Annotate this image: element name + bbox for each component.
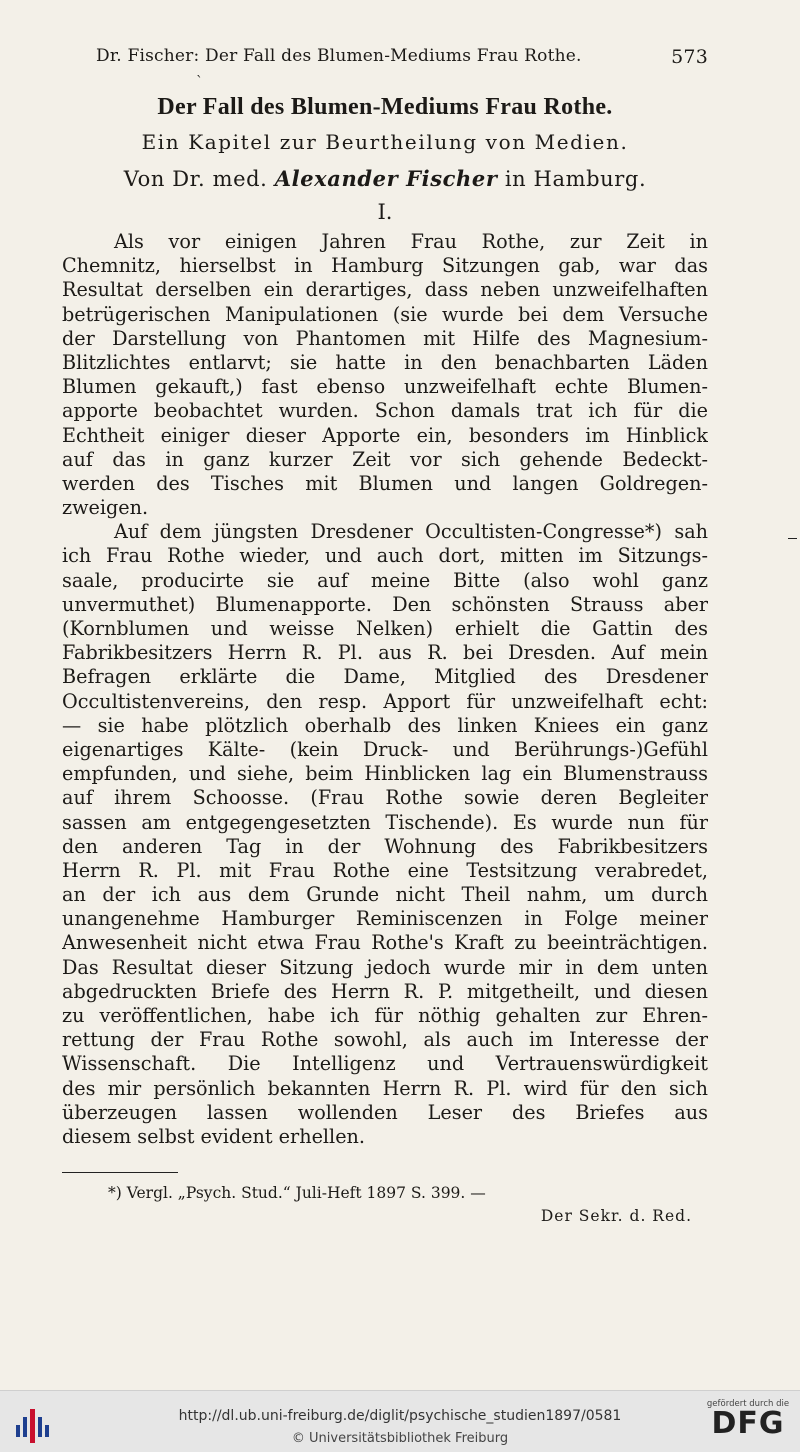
text-line: der Darstellung von Phantomen mit Hilfe des Magnesium- <box>62 326 708 350</box>
running-title: Dr. Fischer: Der Fall des Blumen-Mediums Frau Rothe. <box>96 46 582 66</box>
dfg-logo <box>703 1399 793 1447</box>
text-line: auf ihrem Schoosse. (Frau Rothe sowie deren Begleiter <box>62 786 708 810</box>
article-subtitle: Ein Kapitel zur Beurtheilung von Medien. <box>141 130 629 154</box>
text-line: — sie habe plötzlich oberhalb des linken Kniees ein ganz <box>62 713 708 737</box>
footnote-text: *) Vergl. „Psych. Stud.“ Juli-Heft 1897 S. 399. — <box>108 1184 486 1202</box>
page-number: 573 <box>671 46 708 68</box>
running-header <box>96 46 708 68</box>
text-line: empfunden, und siehe, beim Hinblicken lag ein Blumenstrauss <box>62 762 708 786</box>
byline-suffix: in Hamburg. <box>504 167 647 191</box>
text-line: Occultistenvereins, den resp. Apport für unzweifelhaft echt: <box>62 689 708 713</box>
text-line: zu veröffentlichen, habe ich für nöthig gehalten zur Ehren- <box>62 1004 708 1027</box>
text-line: Auf dem jüngsten Dresdener Occultisten-Congresse*) sah <box>114 520 708 544</box>
text-line: überzeugen lassen wollenden Leser des Briefes aus <box>62 1100 708 1124</box>
text-line: ich Frau Rothe wieder, und auch dort, mitten im Sitzungs- <box>62 544 708 568</box>
footnote-rule <box>62 1172 178 1173</box>
text-line: auf das in ganz kurzer Zeit vor sich gehende Bedeckt- <box>62 447 708 471</box>
dfg-caption: gefördert durch die <box>706 1399 790 1409</box>
article-body <box>62 230 708 1149</box>
text-line: apporte beobachtet wurden. Schon damals trat ich für die <box>62 399 708 423</box>
byline-prefix: Von Dr. med. <box>123 167 268 191</box>
text-line: zweigen. <box>62 496 149 520</box>
text-line: Chemnitz, hierselbst in Hamburg Sitzungen gab, war das <box>62 254 708 278</box>
text-line: abgedruckten Briefe des Herrn R. P. mitgetheilt, und diesen <box>62 979 708 1003</box>
text-line: rettung der Frau Rothe sowohl, als auch im Interesse der <box>62 1028 708 1052</box>
text-line: Befragen erklärte die Dame, Mitglied des Dresdener <box>62 665 708 689</box>
text-line: saale, producirte sie auf meine Bitte (also wohl ganz <box>62 568 708 592</box>
text-line: an der ich aus dem Grunde nicht Theil nahm, um durch <box>62 883 708 907</box>
text-line: Herrn R. Pl. mit Frau Rothe eine Testsitzung verabredet, <box>62 858 708 882</box>
text-line: sassen am entgegengesetzten Tischende). Es wurde nun für <box>62 810 708 834</box>
text-line: betrügerischen Manipulationen (sie wurde bei dem Versuche <box>62 302 708 326</box>
text-line: eigenartiges Kälte- (kein Druck- und Berührungs-)Gefühl <box>62 737 708 761</box>
viewer-footer <box>0 1390 800 1452</box>
text-line: werden des Tisches mit Blumen und langen Goldregen- <box>62 471 708 495</box>
text-line: Fabrikbesitzers Herrn R. Pl. aus R. bei Dresden. Auf mein <box>62 641 708 665</box>
text-line: Anwesenheit nicht etwa Frau Rothe's Kraft zu beeinträchtigen. <box>62 931 708 955</box>
copyright-text: © Universitätsbibliothek Freiburg <box>291 1431 509 1446</box>
permalink-url[interactable]: http://dl.ub.uni-freiburg.de/diglit/psychische_studien1897/0581 <box>178 1408 622 1424</box>
text-line: diesem selbst evident erhellen. <box>62 1124 366 1148</box>
text-line: Echtheit einiger dieser Apporte ein, besonders im Hinblick <box>62 423 708 447</box>
text-line: Als vor einigen Jahren Frau Rothe, zur Zeit in <box>114 230 708 253</box>
text-line: Resultat derselben ein derartiges, dass neben unzweifelhaften <box>62 278 708 302</box>
text-line: unvermuthet) Blumenapporte. Den schönsten Strauss aber <box>62 592 708 616</box>
section-number: I. <box>377 200 393 224</box>
text-line: den anderen Tag in der Wohnung des Fabrikbesitzers <box>62 834 708 858</box>
ink-mark: ˋ <box>196 74 203 90</box>
text-line: Blitzlichtes entlarvt; sie hatte in den benachbarten Läden <box>62 350 708 374</box>
author-name: Alexander Fischer <box>274 166 498 191</box>
text-line: Wissenschaft. Die Intelligenz und Vertrauenswürdigkeit <box>62 1052 708 1076</box>
text-line: Das Resultat dieser Sitzung jedoch wurde mir in dem unten <box>62 955 708 979</box>
article-title: Der Fall des Blumen-Mediums Frau Rothe. <box>157 94 613 120</box>
text-line: Blumen gekauft,) fast ebenso unzweifelhaft echte Blumen- <box>62 375 708 399</box>
text-line: unangenehme Hamburger Reminiscenzen in Folge meiner <box>62 907 708 931</box>
text-line: (Kornblumen und weisse Nelken) erhielt die Gattin des <box>62 617 708 640</box>
margin-mark <box>788 538 797 539</box>
text-line: des mir persönlich bekannten Herrn R. Pl. wird für den sich <box>62 1076 708 1100</box>
dfg-wordmark: DFG <box>711 1406 785 1441</box>
footnote-signature: Der Sekr. d. Red. <box>540 1207 692 1225</box>
article-byline <box>60 166 710 191</box>
